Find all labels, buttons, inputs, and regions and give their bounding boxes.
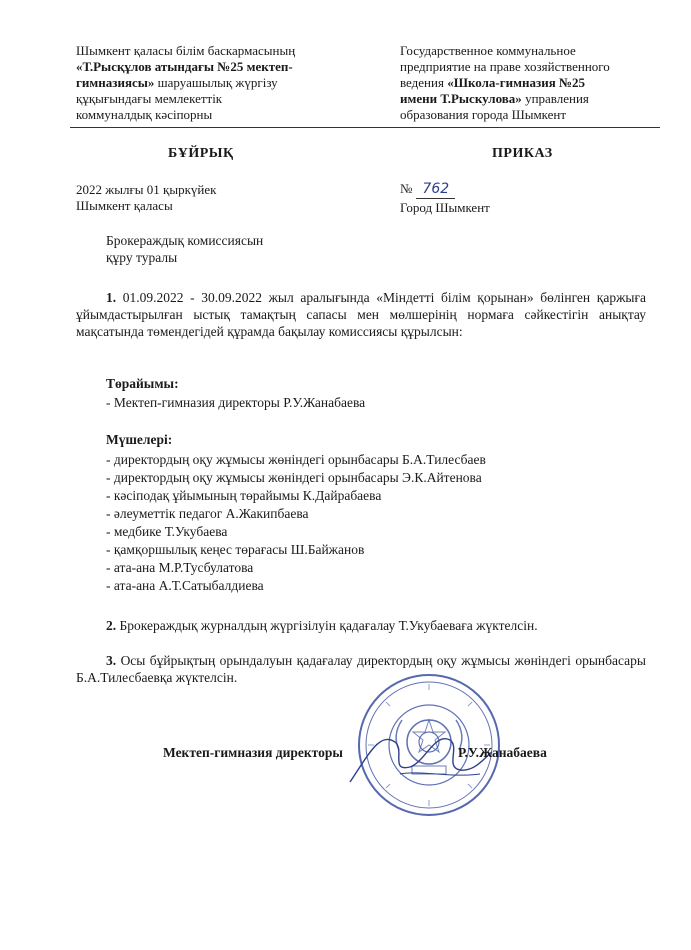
order-date-line: 2022 жылғы 01 қыркүйек bbox=[76, 182, 217, 197]
header-right-line-4-bold: имени Т.Рыскулова» bbox=[400, 91, 522, 106]
header-right-line-4 bbox=[400, 91, 650, 107]
header-left-line-5: коммуналдық кәсіпорны bbox=[76, 107, 213, 122]
paragraph-1 bbox=[76, 289, 646, 340]
header-right-line-2: предприятие на праве хозяйственного bbox=[400, 59, 610, 74]
paragraph-3-number: 3. bbox=[106, 653, 117, 668]
paragraph-1-number: 1. bbox=[106, 290, 117, 305]
header-left-line-4: құқығындағы мемлекеттік bbox=[76, 91, 223, 106]
member-item: - медбике Т.Укубаева bbox=[106, 524, 228, 539]
order-date bbox=[76, 182, 216, 214]
header-right-line-4-rest: управления bbox=[521, 91, 589, 106]
member-item: - ата-ана А.Т.Сатыбалдиева bbox=[106, 578, 264, 593]
members-heading: Мүшелері: bbox=[106, 432, 173, 447]
paragraph-2-number: 2. bbox=[106, 618, 117, 633]
header-right-line-5: образования города Шымкент bbox=[400, 107, 567, 122]
header-right-line-3-pre: ведения bbox=[400, 75, 448, 90]
header-left-line-1: Шымкент қаласы білім баскармасының bbox=[76, 43, 296, 58]
signatory-title: Мектеп-гимназия директоры bbox=[163, 745, 343, 760]
header-right-line-3 bbox=[400, 75, 650, 91]
order-number-line bbox=[400, 180, 490, 199]
number-sign: № bbox=[400, 181, 413, 196]
header-left-line-2: «Т.Рысқұлов атындағы №25 мектеп- bbox=[76, 59, 293, 74]
header-right-ru bbox=[400, 43, 650, 123]
member-item: - ата-ана М.Р.Тусбулатова bbox=[106, 560, 254, 575]
member-item: - директордың оқу жұмысы жөніндегі орынбасары Э.К.Айтенова bbox=[106, 470, 482, 485]
header-left-line-3-bold: гимназиясы» bbox=[76, 75, 155, 90]
member-item: - кәсіподақ ұйымының төрайымы К.Дайрабаева bbox=[106, 488, 382, 503]
member-item: - директордың оқу жұмысы жөніндегі орынбасары Б.А.Тилесбаев bbox=[106, 452, 486, 467]
header-right-line-1: Государственное коммунальное bbox=[400, 43, 576, 58]
header-left-kz bbox=[76, 43, 356, 123]
header-left-line-3 bbox=[76, 75, 356, 91]
members-list bbox=[106, 451, 486, 595]
header-divider bbox=[70, 127, 660, 128]
header-right-line-3-bold: «Школа-гимназия №25 bbox=[447, 75, 586, 90]
paragraph-2 bbox=[76, 617, 646, 634]
order-subject bbox=[106, 232, 263, 266]
order-title-kz: БҰЙРЫҚ bbox=[168, 146, 234, 161]
chair-heading: Төрайымы: bbox=[106, 376, 179, 391]
order-subject-line-2: құру туралы bbox=[106, 250, 178, 265]
chair-member: - Мектеп-гимназия директоры Р.У.Жанабаева bbox=[106, 395, 366, 410]
signatory-name: Р.У.Жанабаева bbox=[458, 745, 547, 760]
paragraph-3-text: Осы бұйрықтың орындалуын қадағалау директордың оқу жұмысы жөніндегі орынбасары Б.А.Тилесбаевқа жүктелсін. bbox=[76, 653, 646, 685]
header-left-line-3-rest: шаруашылық жүргізу bbox=[154, 75, 278, 90]
member-item: - әлеуметтік педагог А.Жакипбаева bbox=[106, 506, 309, 521]
order-city-ru: Город Шымкент bbox=[400, 200, 490, 215]
paragraph-2-text: Брокераждық журналдың жүргізілуін қадағалау Т.Укубаеваға жүктелсін. bbox=[116, 618, 538, 633]
order-city-kz: Шымкент қаласы bbox=[76, 198, 173, 213]
order-number-handwritten: 762 bbox=[416, 181, 455, 199]
order-title-ru: ПРИКАЗ bbox=[492, 146, 553, 161]
member-item: - қамқоршылық кеңес төрағасы Ш.Байжанов bbox=[106, 542, 365, 557]
order-number-block bbox=[400, 180, 490, 216]
paragraph-1-text: 01.09.2022 - 30.09.2022 жыл аралығында «Міндетті білім қорынан» бөлінген қаржыға ұйымдастырылған ыстық тамақтың сапасы мен мөлшерінің нормаға сәйкестігін анықтау мақсатында төмендегідей құрамда бақылау комиссиясы құрылсын: bbox=[76, 290, 646, 339]
order-subject-line-1: Брокераждық комиссиясын bbox=[106, 233, 264, 248]
